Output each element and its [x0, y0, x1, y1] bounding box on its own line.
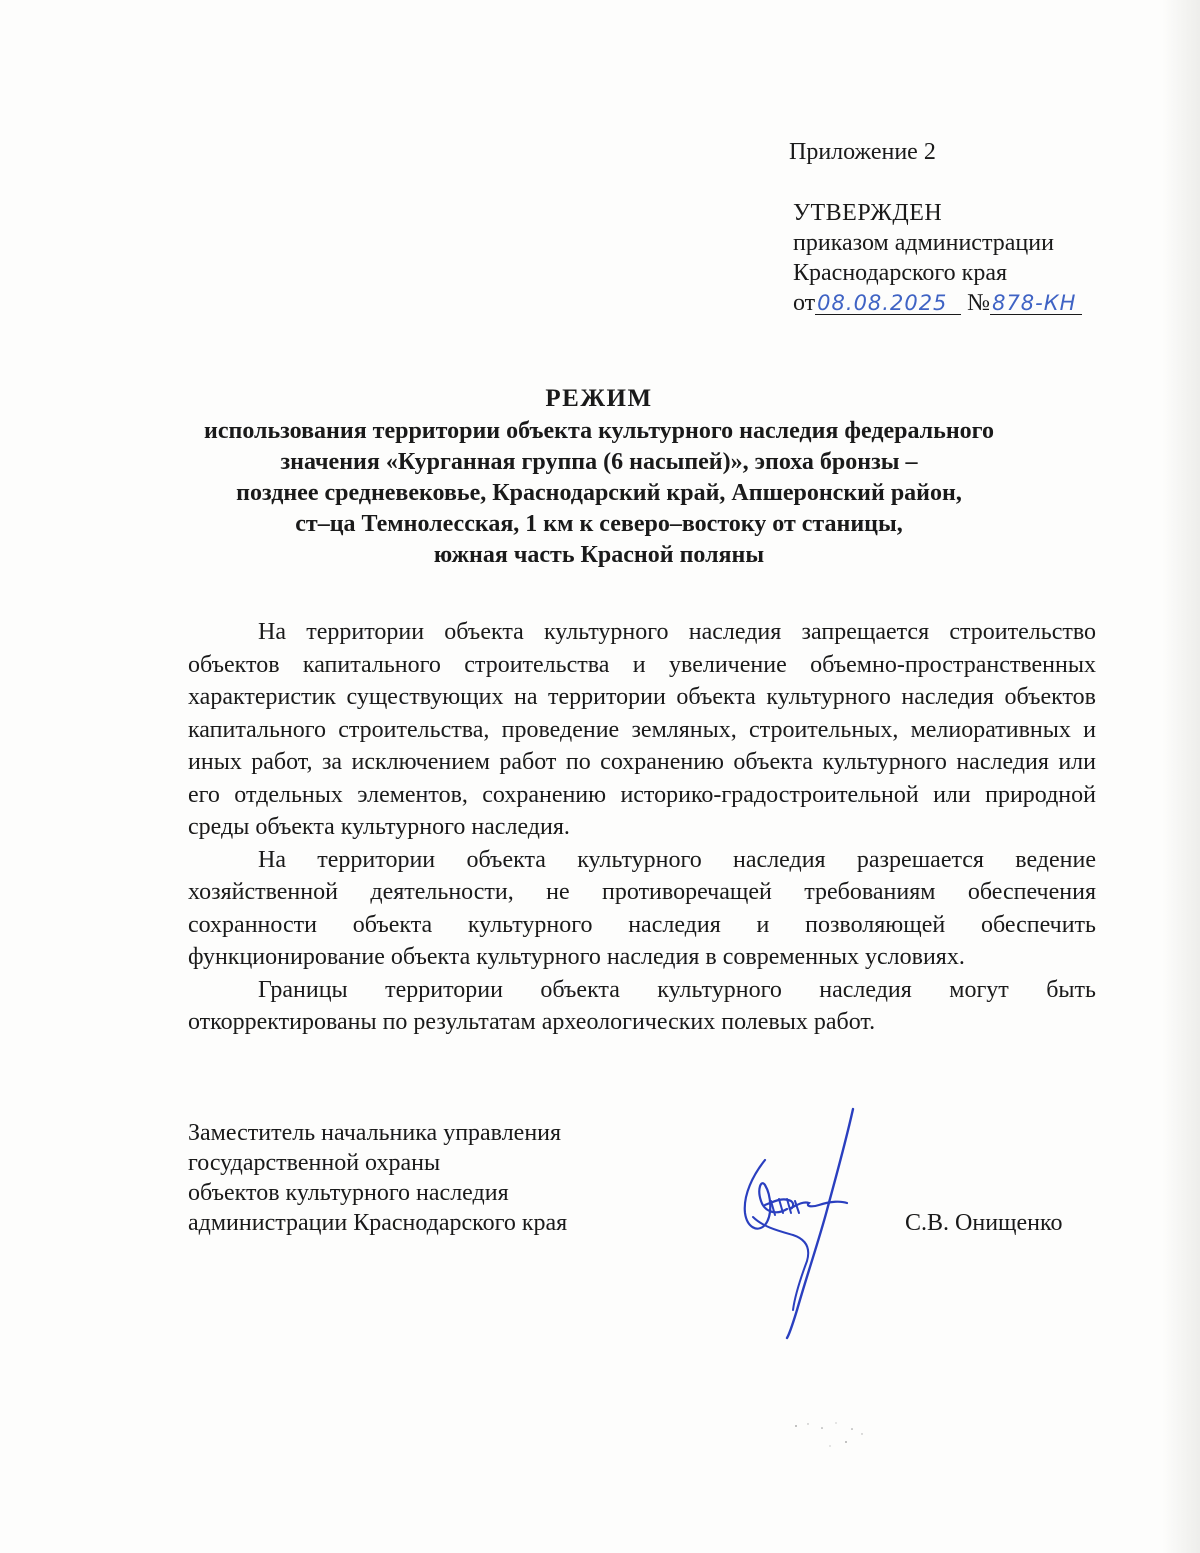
- paragraph-boundaries: Границы территории объекта культурного наследия могут быть откорректированы по результатам археологических полевых работ.: [188, 976, 1096, 1035]
- signer-position-line-1: Заместитель начальника управления: [188, 1120, 562, 1146]
- signer-position-line-3: объектов культурного наследия: [188, 1180, 509, 1206]
- body-text: [188, 616, 1096, 1039]
- signer-position: [188, 1118, 567, 1238]
- approved-heading: УТВЕРЖДЕН: [793, 200, 943, 226]
- signer-position-line-2: государственной охраны: [188, 1150, 441, 1176]
- scan-shadow-edge: [1162, 0, 1200, 1553]
- paragraph-prohibition: На территории объекта культурного наследия запрещается строительство объектов капитального строительства и увеличение объемно-пространственных характеристик существующих на территории объекта культурного наследия объектов капитального строительства, проведение земляных, строительных, мелиоративных и иных работ, за исключением работ по сохранению объекта культурного наследия или его отдельных элементов, сохранению историко-градостроительной или природной среды объекта культурного наследия.: [188, 619, 1096, 840]
- title-line-4: ст–ца Темнолесская, 1 км к северо–востоку от станицы,: [295, 511, 903, 537]
- approval-line-1: приказом администрации: [793, 230, 1054, 256]
- title-line-1: использования территории объекта культурного наследия федерального: [204, 418, 994, 444]
- title-line-3: позднее средневековье, Краснодарский край, Апшеронский район,: [236, 480, 962, 506]
- number-prefix: №: [967, 290, 991, 316]
- signer-name: С.В. Онищенко: [905, 1210, 1063, 1236]
- document-title: [150, 383, 1048, 571]
- scan-noise: [790, 1420, 870, 1450]
- signer-position-line-4: администрации Краснодарского края: [188, 1210, 568, 1236]
- date-prefix: от: [793, 290, 816, 316]
- approval-block: [793, 198, 1082, 318]
- title-line-5: южная часть Красной поляны: [433, 542, 765, 568]
- paragraph-permission: На территории объекта культурного наследия разрешается ведение хозяйственной деятельности, не противоречащей требованиям обеспечения сохранности объекта культурного наследия и позволяющей обеспечить функционирование объекта культурного наследия в современных условиях.: [188, 846, 1096, 970]
- approval-line-2: Краснодарского края: [793, 260, 1008, 286]
- approval-date-line: [793, 288, 1082, 318]
- annex-label: Приложение 2: [789, 139, 936, 165]
- handwritten-number: 878-КН: [990, 292, 1082, 315]
- handwritten-signature: [735, 1105, 875, 1340]
- title-line-2: значения «Курганная группа (6 насыпей)», эпоха бронзы –: [280, 449, 918, 475]
- handwritten-date: 08.08.2025: [815, 292, 961, 315]
- title-main: РЕЖИМ: [545, 385, 653, 412]
